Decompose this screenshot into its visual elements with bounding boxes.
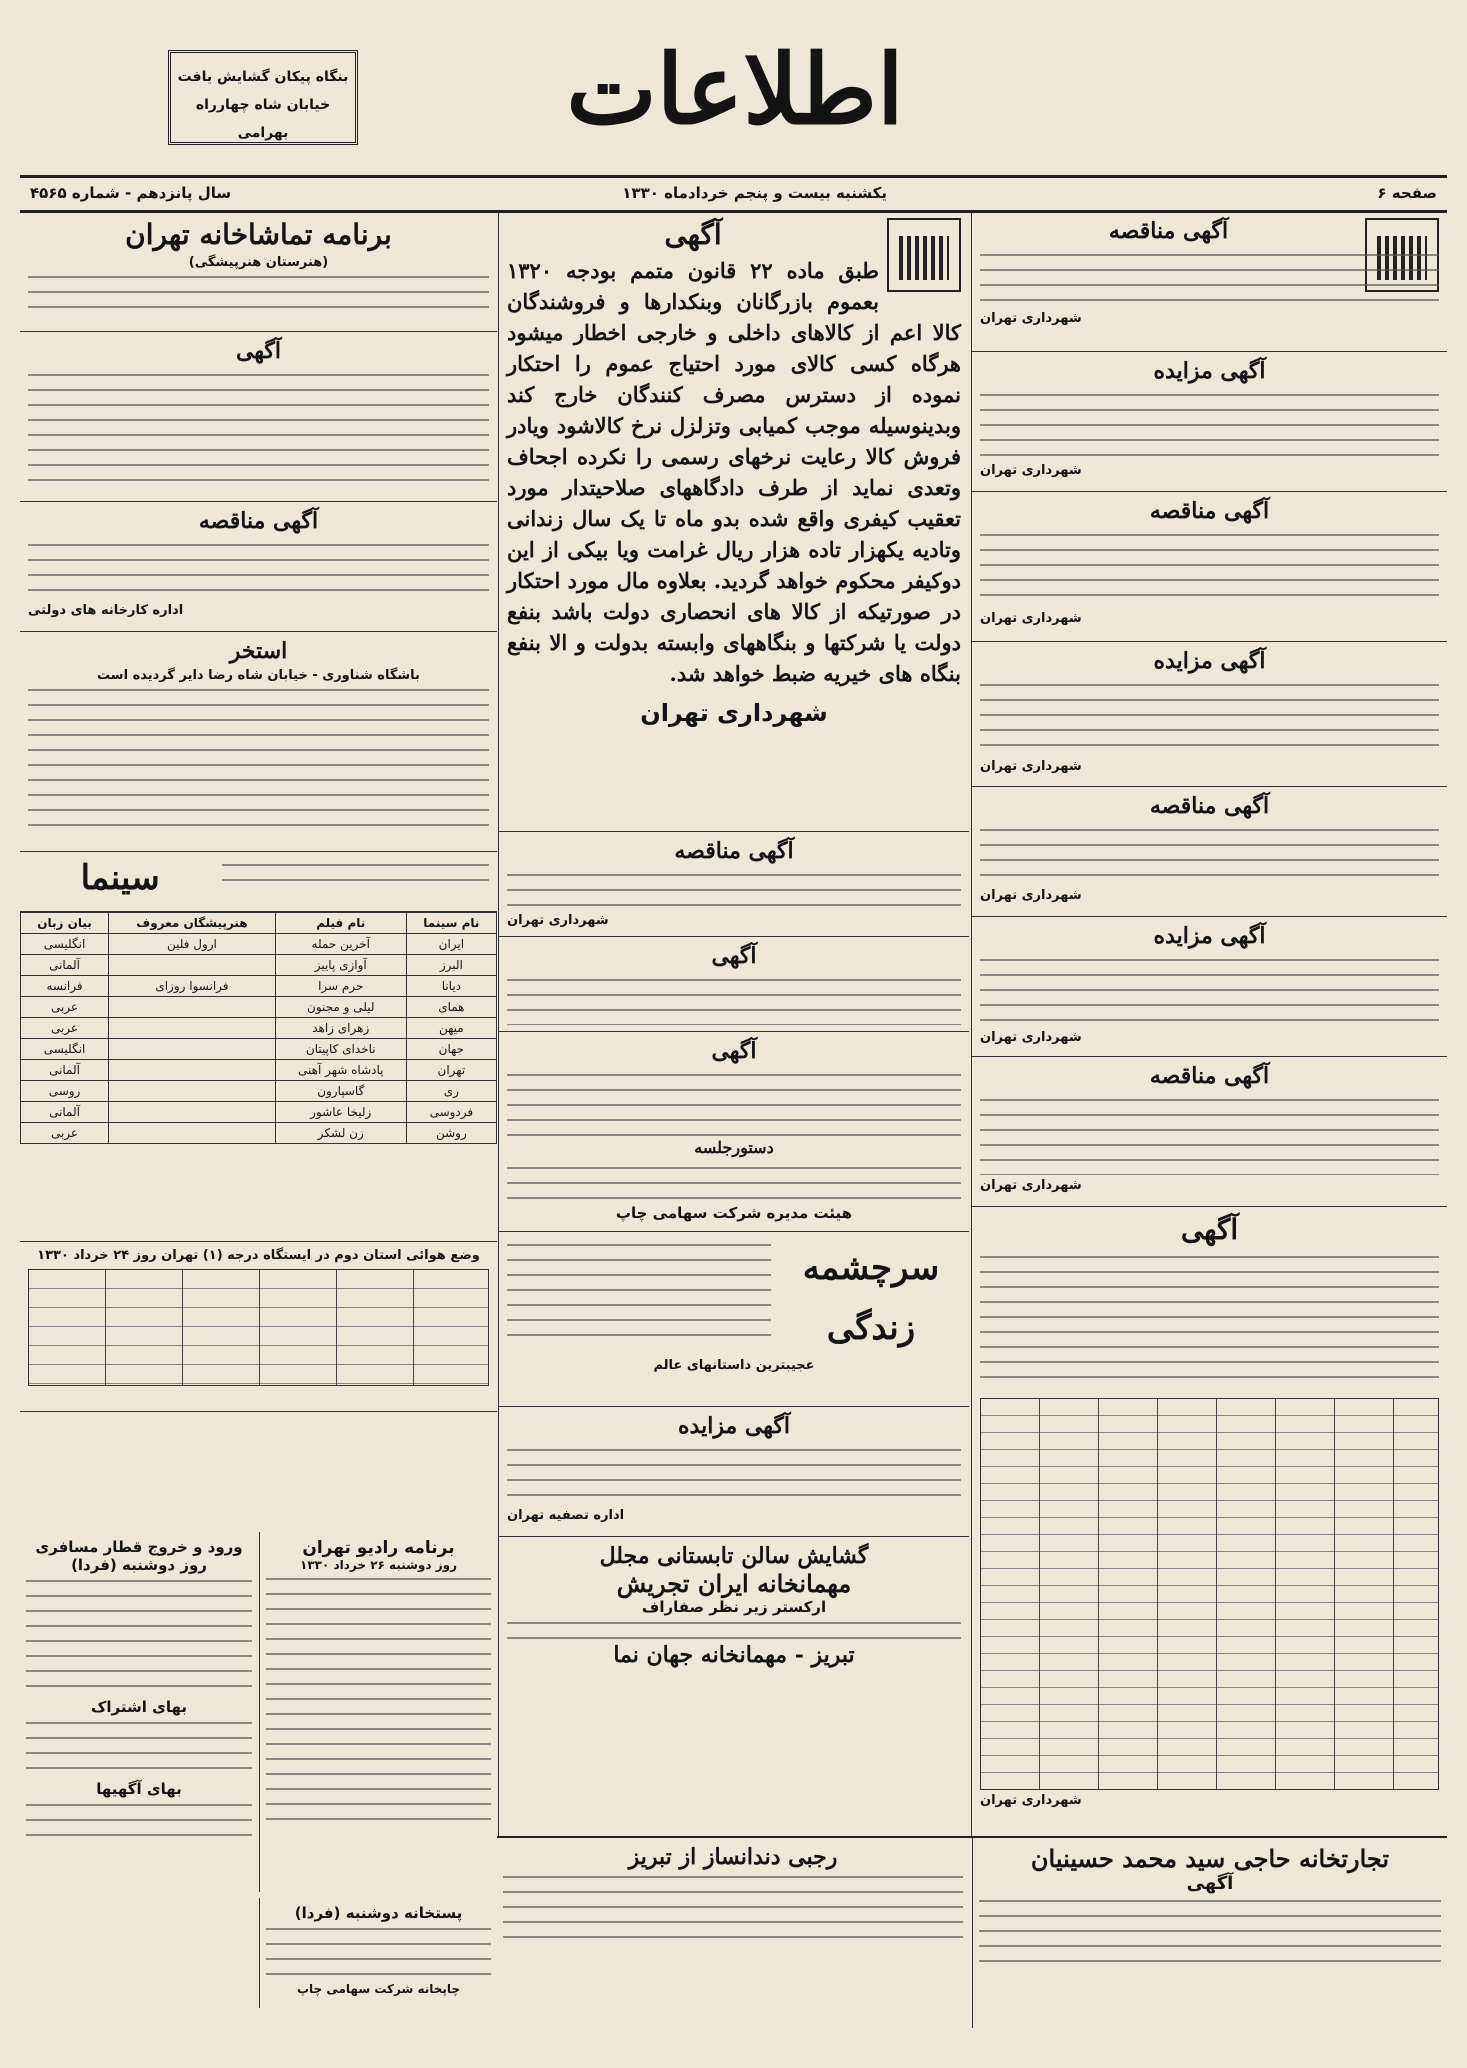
table-cell: عربی <box>21 1123 109 1144</box>
cinema-table-header <box>21 913 497 934</box>
ad-signature: شهرداری تهران <box>980 463 1082 478</box>
table-cell: آوازی پاییز <box>275 955 406 976</box>
corner-advert-line1: بنگاه پیکان گشایش یافت <box>177 69 349 85</box>
shop-ad <box>972 1838 1447 2028</box>
table-cell <box>109 1123 276 1144</box>
table-cell <box>109 1018 276 1039</box>
ad-text-lines <box>507 1616 961 1642</box>
table-cell: ایران <box>406 934 496 955</box>
table-cell: روشن <box>406 1123 496 1144</box>
bottom-strip <box>497 1836 1447 2028</box>
table-cell: حرم سرا <box>275 976 406 997</box>
table-row <box>21 1060 497 1081</box>
cinema-column-header: بیان زبان <box>21 913 109 934</box>
radio-title: برنامه رادیو تهران <box>302 1538 455 1558</box>
ad-text-lines <box>980 953 1439 1027</box>
notice-title: آگهی <box>664 218 722 251</box>
company-ad <box>499 937 969 1032</box>
theatre-subtitle: (هنرستان هنرپیشگی) <box>188 255 329 270</box>
cinema-column-header: نام سینما <box>406 913 496 934</box>
auction-ad-1 <box>972 352 1447 492</box>
ad-text-lines <box>980 528 1439 608</box>
printer-footer: چاپخانه شرکت سهامی چاپ <box>296 1982 461 1996</box>
table-cell: انگلیسی <box>21 1039 109 1060</box>
newspaper-logo: اطلاعات <box>566 33 904 146</box>
ad-title: آگهی مناقصه <box>674 838 794 864</box>
ad-title: آگهی مناقصه <box>1149 793 1270 819</box>
ad-signature: شهرداری تهران <box>980 311 1082 326</box>
agenda-lines <box>507 1161 961 1201</box>
ad-title: آگهی <box>235 338 282 364</box>
table-cell: روسی <box>21 1081 109 1102</box>
train-lines <box>26 1574 252 1694</box>
price-list-ad <box>972 1207 1447 1827</box>
tender-ad-left <box>20 502 497 632</box>
dentist-title: رجبی دندانساز از تبریز <box>628 1844 838 1870</box>
main-notice <box>499 212 969 832</box>
table-cell: تهران <box>406 1060 496 1081</box>
corner-advert-line2: خیابان شاه چهارراه بهرامی <box>195 97 331 141</box>
pool-ad <box>20 632 497 852</box>
table-cell: میهن <box>406 1018 496 1039</box>
ad-text-lines <box>507 1238 771 1348</box>
tender-ad-4 <box>972 1057 1447 1207</box>
subscription-title: بهای اشتراک <box>91 1698 187 1716</box>
table-cell: انگلیسی <box>21 934 109 955</box>
notice-body: طبق ماده ۲۲ قانون متمم بودجه ۱۳۲۰ بعموم بازرگانان وبنکدارها و فروشندگان کالا اعم از کالاهای داخلی و خارجی اخطار میشود هرگاه کسی کالای مورد احتیاج عموم را احتکار نموده از دسترس مصرف کنندگان خارج کند وبدینوسیله موجب کمیابی وتزلزل نرخ کالاشود ویادر فروش کالا رعایت نرخهای رسمی را نکرده اجحاف وتعدی نماید از طرف دادگاههای صلاحیتدار مورد تعقیب کیفری واقع شده بدو ماه تا یک سال زندانی وتادیه یکهزار تاده هزار ریال غرامت ویا بیکی از این دوکیفر محکوم خواهد گردید. بعلاوه مال مورد احتکار در صورتیکه از کالا های انحصاری دولت باشد بنفع دولت یا شرکتها و بنگاههای وابسته بدولت و الا بنفع بنگاه های خیریه ضبط خواهد شد. <box>507 258 961 686</box>
radio-lines <box>266 1572 491 1822</box>
masthead <box>20 20 1447 175</box>
table-row <box>21 934 497 955</box>
tender-ad-3 <box>972 787 1447 917</box>
cinema-table-body <box>21 934 497 1144</box>
notice-signature: شهرداری تهران <box>640 699 828 727</box>
table-cell: ناخدای کاپیتان <box>275 1039 406 1060</box>
ad-title: آگهی مناقصه <box>1108 218 1229 244</box>
ad-title: آگهی مناقصه <box>1149 1063 1270 1089</box>
table-cell: جهان <box>406 1039 496 1060</box>
ad-prices-lines <box>26 1798 252 1848</box>
table-row <box>21 1123 497 1144</box>
table-cell <box>109 997 276 1018</box>
tender-ad-mid <box>499 832 969 937</box>
ad-text-lines <box>28 538 489 600</box>
ad-title: آگهی <box>711 1038 757 1064</box>
table-cell <box>109 1060 276 1081</box>
train-schedule <box>20 1532 258 1892</box>
auction-ad-mid <box>499 1407 969 1537</box>
ad-signature: شهرداری تهران <box>980 611 1082 626</box>
dentist-lines <box>503 1870 963 1950</box>
ad-signature: شهرداری تهران <box>980 1030 1082 1045</box>
cinema-table <box>20 912 497 1144</box>
ad-text-lines <box>980 1250 1439 1390</box>
theatre-lines <box>28 270 489 310</box>
ad-title: آگهی <box>1180 1213 1239 1246</box>
ad-title: آگهی مناقصه <box>1149 498 1270 524</box>
ad-title: آگهی مزایده <box>678 1413 790 1439</box>
cinema-column-header: هنرپیشگان معروف <box>109 913 276 934</box>
notice-ad-left <box>20 332 497 502</box>
shop-ad-label: آگهی <box>1186 1873 1234 1894</box>
table-row <box>21 976 497 997</box>
ad-signature: اداره کارخانه های دولتی <box>28 603 184 618</box>
post-lines <box>266 1922 491 1982</box>
tender-ad-2 <box>972 492 1447 642</box>
hotel-line3: ارکستر زیر نظر صفاراف <box>641 1598 827 1616</box>
theatre-program <box>20 212 497 332</box>
table-cell: فردوسی <box>406 1102 496 1123</box>
shareholders-ad <box>499 1032 969 1232</box>
dentist-ad <box>497 1838 969 2028</box>
ad-text-lines <box>980 388 1439 460</box>
ad-signature: شهرداری تهران <box>507 913 609 928</box>
table-cell: همای <box>406 997 496 1018</box>
weather-report <box>20 1242 497 1412</box>
newspaper-page <box>20 20 1447 2028</box>
emblem-icon <box>887 218 961 292</box>
ad-text-lines <box>507 973 961 1025</box>
table-cell: آلمانی <box>21 1060 109 1081</box>
right-column <box>971 212 1447 2028</box>
tender-ad-1 <box>972 212 1447 352</box>
book-ad <box>499 1232 969 1407</box>
table-cell <box>109 1081 276 1102</box>
book-subtitle: عجیبترین داستانهای عالم <box>653 1358 815 1373</box>
weather-table <box>28 1269 489 1386</box>
table-cell: گاسپارون <box>275 1081 406 1102</box>
pool-subtitle: باشگاه شناوری - خیابان شاه رضا دایر گردیده است <box>97 668 420 683</box>
ad-text-lines <box>28 368 489 486</box>
table-cell: آلمانی <box>21 955 109 976</box>
post-title: پستخانه دوشنبه (فردا) <box>294 1904 463 1922</box>
table-cell: ری <box>406 1081 496 1102</box>
ad-prices-title: بهای آگهیها <box>96 1780 182 1798</box>
ad-text-lines <box>980 1093 1439 1175</box>
table-cell: زن لشکر <box>275 1123 406 1144</box>
table-cell <box>109 1102 276 1123</box>
table-cell: دیانا <box>406 976 496 997</box>
table-cell: آلمانی <box>21 1102 109 1123</box>
auction-ad-2 <box>972 642 1447 787</box>
ad-text-lines <box>507 1443 961 1505</box>
table-row <box>21 1039 497 1060</box>
ad-signature: اداره تصفیه تهران <box>507 1508 625 1523</box>
radio-program <box>259 1532 497 1892</box>
radio-subtitle: روز دوشنبه ۲۶ خرداد ۱۳۳۰ <box>300 1558 457 1572</box>
table-row <box>21 1102 497 1123</box>
cinema-notes <box>222 858 489 894</box>
ad-text-lines <box>507 1068 961 1138</box>
table-row <box>21 1081 497 1102</box>
table-cell: ارول فلین <box>109 934 276 955</box>
table-cell <box>109 1039 276 1060</box>
table-cell: فرانسوا روزای <box>109 976 276 997</box>
page-number: صفحه ۶ <box>1377 184 1437 202</box>
agenda-title: دستورجلسه <box>694 1138 774 1157</box>
price-table <box>980 1398 1439 1790</box>
table-row <box>21 955 497 976</box>
book-title: سرچشمه زندگی <box>802 1248 940 1348</box>
shop-lines <box>979 1894 1441 1974</box>
table-cell: پادشاه شهر آهنی <box>275 1060 406 1081</box>
hotel-ad <box>499 1537 969 1687</box>
dateline-bar <box>20 175 1447 213</box>
ad-title: آگهی <box>711 943 757 969</box>
ad-signature: شهرداری تهران <box>980 1793 1082 1808</box>
table-cell: عربی <box>21 1018 109 1039</box>
table-cell: آخرین حمله <box>275 934 406 955</box>
ad-text-lines <box>507 868 961 910</box>
table-row <box>21 997 497 1018</box>
ad-title: آگهی مزایده <box>1153 923 1266 949</box>
issue-number: سال پانزدهم - شماره ۴۵۶۵ <box>30 184 232 202</box>
left-column <box>20 212 497 2028</box>
cinema-header <box>20 852 497 912</box>
corner-advert-box <box>168 50 358 145</box>
table-cell: زهرای زاهد <box>275 1018 406 1039</box>
cinema-column-header: نام فیلم <box>275 913 406 934</box>
ad-signature: شهرداری تهران <box>980 1178 1082 1193</box>
table-cell: فرانسه <box>21 976 109 997</box>
shop-title: تجارتخانه حاجی سید محمد حسینیان <box>1030 1844 1390 1873</box>
hotel-line4: تبریز - مهمانخانه جهان نما <box>613 1642 855 1668</box>
ad-title: آگهی مزایده <box>1153 358 1266 384</box>
table-row <box>21 1018 497 1039</box>
theatre-title: برنامه تماشاخانه تهران <box>125 218 392 251</box>
table-cell: لیلی و مجنون <box>275 997 406 1018</box>
weather-title: وضع هوائی استان دوم در ایستگاه درجه (۱) تهران روز ۲۴ خرداد ۱۳۳۰ <box>37 1248 480 1263</box>
middle-column <box>498 212 969 2028</box>
auction-ad-3 <box>972 917 1447 1057</box>
table-cell <box>109 955 276 976</box>
ad-title: آگهی مزایده <box>1153 648 1266 674</box>
ad-text-lines <box>980 823 1439 885</box>
cinema-table-block <box>20 912 497 1242</box>
ad-signature: شهرداری تهران <box>980 888 1082 903</box>
ad-title: آگهی مناقصه <box>198 508 319 534</box>
ad-signature: شهرداری تهران <box>980 759 1082 774</box>
ad-text-lines <box>980 678 1439 756</box>
hotel-line2: مهمانخانه ایران تجریش <box>616 1569 852 1598</box>
ad-text-lines <box>28 683 489 833</box>
ad-text-lines <box>980 248 1439 308</box>
table-cell: زلیخا عاشور <box>275 1102 406 1123</box>
ad-signature: هیئت مدیره شرکت سهامی چاپ <box>615 1204 853 1222</box>
table-cell: البرز <box>406 955 496 976</box>
ad-title: استخر <box>229 638 288 664</box>
subscription-lines <box>26 1716 252 1776</box>
train-title: ورود و خروج قطار مسافری روز دوشنبه (فردا) <box>35 1538 243 1574</box>
issue-date: یکشنبه بیست و پنجم خردادماه ۱۳۳۰ <box>622 184 887 202</box>
cinema-logo: سینما <box>80 858 160 898</box>
hotel-line1: گشایش سالن تابستانی مجلل <box>599 1543 869 1569</box>
post-office <box>259 1898 497 2008</box>
table-cell: عربی <box>21 997 109 1018</box>
